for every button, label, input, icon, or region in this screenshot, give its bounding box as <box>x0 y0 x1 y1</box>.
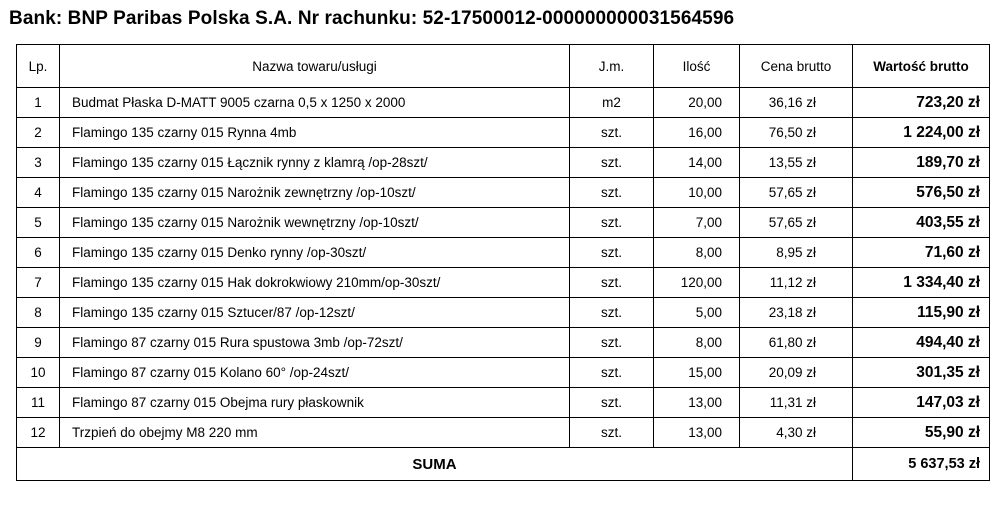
cell-price: 20,09 zł <box>740 358 853 388</box>
cell-unit: szt. <box>570 418 654 448</box>
cell-name: Budmat Płaska D-MATT 9005 czarna 0,5 x 1250 x 2000 <box>60 88 570 118</box>
sum-row <box>17 448 990 481</box>
cell-price: 23,18 zł <box>740 298 853 328</box>
header-value: Wartość brutto <box>853 45 990 88</box>
cell-name: Flamingo 135 czarny 015 Rynna 4mb <box>60 118 570 148</box>
cell-value: 723,20 zł <box>853 88 990 118</box>
cell-lp: 10 <box>17 358 60 388</box>
cell-qty: 13,00 <box>654 418 740 448</box>
cell-qty: 8,00 <box>654 328 740 358</box>
header-price: Cena brutto <box>740 45 853 88</box>
cell-price: 4,30 zł <box>740 418 853 448</box>
cell-price: 57,65 zł <box>740 178 853 208</box>
cell-name: Flamingo 135 czarny 015 Sztucer/87 /op-12szt/ <box>60 298 570 328</box>
cell-lp: 8 <box>17 298 60 328</box>
cell-name: Flamingo 135 czarny 015 Narożnik zewnętrzny /op-10szt/ <box>60 178 570 208</box>
cell-qty: 14,00 <box>654 148 740 178</box>
cell-qty: 13,00 <box>654 388 740 418</box>
cell-lp: 12 <box>17 418 60 448</box>
cell-name: Trzpień do obejmy M8 220 mm <box>60 418 570 448</box>
cell-name: Flamingo 135 czarny 015 Denko rynny /op-30szt/ <box>60 238 570 268</box>
cell-unit: szt. <box>570 388 654 418</box>
cell-lp: 1 <box>17 88 60 118</box>
cell-name: Flamingo 135 czarny 015 Łącznik rynny z klamrą /op-28szt/ <box>60 148 570 178</box>
table-row <box>17 418 990 448</box>
cell-name: Flamingo 87 czarny 015 Obejma rury płaskownik <box>60 388 570 418</box>
cell-value: 55,90 zł <box>853 418 990 448</box>
cell-price: 61,80 zł <box>740 328 853 358</box>
cell-unit: szt. <box>570 148 654 178</box>
cell-value: 1 334,40 zł <box>853 268 990 298</box>
cell-value: 115,90 zł <box>853 298 990 328</box>
cell-value: 147,03 zł <box>853 388 990 418</box>
cell-unit: szt. <box>570 208 654 238</box>
table-row <box>17 208 990 238</box>
cell-qty: 8,00 <box>654 238 740 268</box>
cell-qty: 10,00 <box>654 178 740 208</box>
cell-qty: 20,00 <box>654 88 740 118</box>
cell-lp: 6 <box>17 238 60 268</box>
cell-unit: m2 <box>570 88 654 118</box>
header-name: Nazwa towaru/usługi <box>60 45 570 88</box>
table-row <box>17 268 990 298</box>
cell-price: 8,95 zł <box>740 238 853 268</box>
table-row <box>17 88 990 118</box>
cell-unit: szt. <box>570 118 654 148</box>
cell-lp: 5 <box>17 208 60 238</box>
table-row <box>17 238 990 268</box>
table-row <box>17 298 990 328</box>
cell-value: 301,35 zł <box>853 358 990 388</box>
cell-lp: 11 <box>17 388 60 418</box>
cell-value: 576,50 zł <box>853 178 990 208</box>
cell-price: 76,50 zł <box>740 118 853 148</box>
table-row <box>17 328 990 358</box>
header-qty: Ilość <box>654 45 740 88</box>
sum-label: SUMA <box>17 448 853 481</box>
cell-price: 11,31 zł <box>740 388 853 418</box>
cell-unit: szt. <box>570 298 654 328</box>
cell-qty: 15,00 <box>654 358 740 388</box>
cell-lp: 3 <box>17 148 60 178</box>
cell-value: 71,60 zł <box>853 238 990 268</box>
sum-value: 5 637,53 zł <box>853 448 990 481</box>
cell-lp: 7 <box>17 268 60 298</box>
table-header-row <box>17 45 990 88</box>
cell-value: 494,40 zł <box>853 328 990 358</box>
cell-value: 189,70 zł <box>853 148 990 178</box>
cell-qty: 16,00 <box>654 118 740 148</box>
cell-value: 1 224,00 zł <box>853 118 990 148</box>
invoice-table <box>16 44 990 481</box>
cell-unit: szt. <box>570 268 654 298</box>
cell-lp: 2 <box>17 118 60 148</box>
table-row <box>17 388 990 418</box>
cell-name: Flamingo 135 czarny 015 Narożnik wewnętrzny /op-10szt/ <box>60 208 570 238</box>
table-row <box>17 118 990 148</box>
cell-unit: szt. <box>570 358 654 388</box>
cell-price: 36,16 zł <box>740 88 853 118</box>
cell-qty: 5,00 <box>654 298 740 328</box>
cell-name: Flamingo 135 czarny 015 Hak dokrokwiowy 210mm/op-30szt/ <box>60 268 570 298</box>
header-lp: Lp. <box>17 45 60 88</box>
cell-unit: szt. <box>570 238 654 268</box>
cell-unit: szt. <box>570 328 654 358</box>
cell-qty: 120,00 <box>654 268 740 298</box>
header-unit: J.m. <box>570 45 654 88</box>
cell-unit: szt. <box>570 178 654 208</box>
cell-price: 57,65 zł <box>740 208 853 238</box>
cell-value: 403,55 zł <box>853 208 990 238</box>
cell-qty: 7,00 <box>654 208 740 238</box>
bank-account-line: Bank: BNP Paribas Polska S.A. Nr rachunku: 52-17500012-000000000031564596 <box>9 8 735 29</box>
table-row <box>17 358 990 388</box>
cell-lp: 9 <box>17 328 60 358</box>
table-row <box>17 178 990 208</box>
cell-price: 11,12 zł <box>740 268 853 298</box>
cell-name: Flamingo 87 czarny 015 Rura spustowa 3mb /op-72szt/ <box>60 328 570 358</box>
cell-name: Flamingo 87 czarny 015 Kolano 60° /op-24szt/ <box>60 358 570 388</box>
table-row <box>17 148 990 178</box>
cell-lp: 4 <box>17 178 60 208</box>
cell-price: 13,55 zł <box>740 148 853 178</box>
